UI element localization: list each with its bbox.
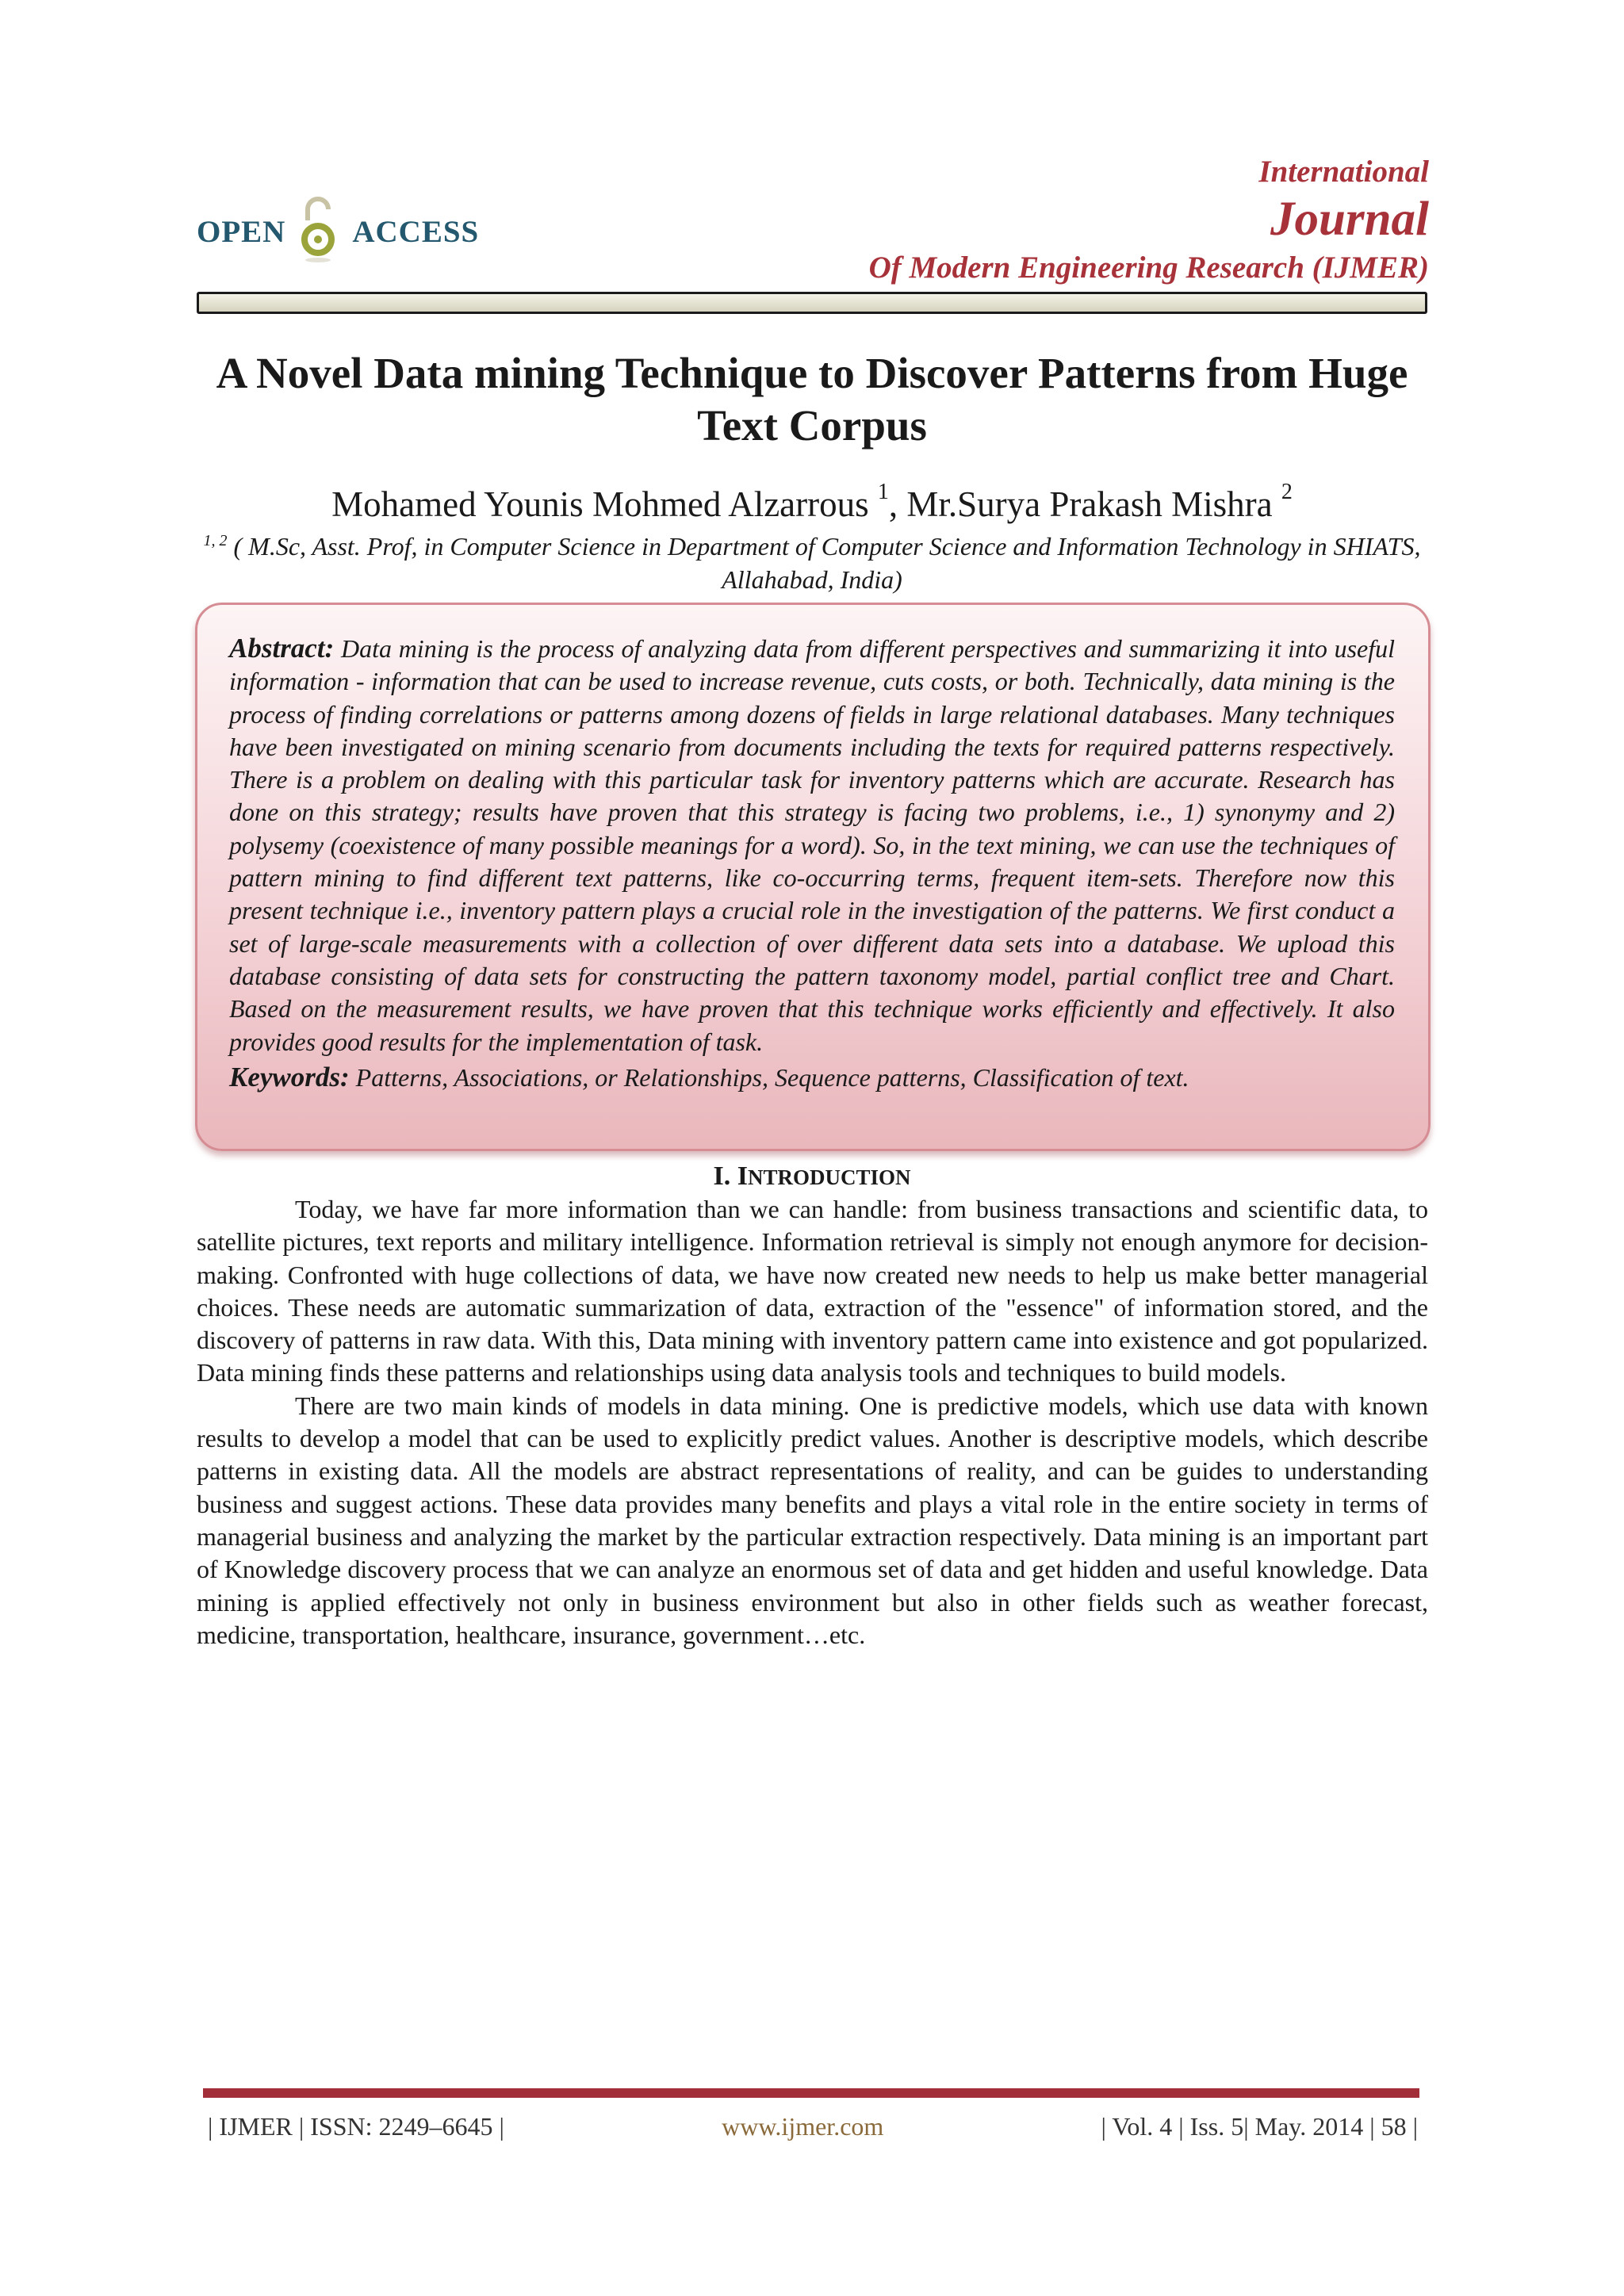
author-2-name: Mr.Surya Prakash Mishra xyxy=(906,484,1273,524)
author-affiliation xyxy=(197,530,1427,596)
author-1-name: Mohamed Younis Mohmed Alzarrous xyxy=(331,484,869,524)
abstract-box xyxy=(195,603,1431,1151)
body-paragraph: There are two main kinds of models in data mining. One is predictive models, which use data with known results to develop a model that can be used to explicitly predict values. Another is descriptive models, which describe patterns in existing data. All the models are abstract representations of reality, and can be guides to understanding business and suggest actions. These data provides many benefits and plays a vital role in the entire society in terms of managerial business and analyzing the market by the particular extraction respectively. Data mining is an important part of Knowledge discovery process that we can analyze an enormous set of data and get hidden and useful knowledge. Data mining is applied effectively not only in business environment but also in other fields such as weather forecast, medicine, transportation, healthcare, insurance, government…etc. xyxy=(197,1391,1428,1649)
abstract-label: Abstract: xyxy=(229,633,335,664)
header-divider-bar xyxy=(197,292,1427,314)
paper-title: A Novel Data mining Technique to Discover Patterns from Huge Text Corpus xyxy=(216,349,1408,450)
open-access-left-text: OPEN xyxy=(197,214,286,249)
abstract-paragraph xyxy=(229,632,1395,1058)
journal-name-line1: International xyxy=(1258,155,1429,189)
footer-issn: | IJMER | ISSN: 2249–6645 | xyxy=(208,2112,504,2141)
footer-website-link[interactable]: www.ijmer.com xyxy=(722,2112,884,2141)
journal-name-line3: Of Modern Engineering Research (IJMER) xyxy=(868,251,1429,285)
author-list xyxy=(159,482,1465,526)
author-separator: , xyxy=(888,484,907,524)
journal-name-line2: Journal xyxy=(1270,193,1429,246)
open-access-logo xyxy=(197,197,479,266)
section-title-initial: I xyxy=(737,1161,748,1191)
section-title-rest: NTRODUCTION xyxy=(747,1165,911,1189)
footer-divider-bar xyxy=(203,2088,1419,2098)
affiliation-superscript: 1, 2 xyxy=(203,532,228,549)
page-footer xyxy=(208,2110,1418,2142)
abstract-text: Data mining is the process of analyzing data from different perspectives and summarizing it into useful information - information that can be used to increase revenue, cuts costs, or both. Technically, data mining is the process of finding correlations or patterns among dozens of fields in large relational databases. Many techniques have been investigated on mining scenario from documents including the texts for required patterns respectively. There is a problem on dealing with this particular task for inventory patterns which are accurate. Research has done on this strategy; results have proven that this strategy is facing two problems, i.e., 1) synonymy and 2) polysemy (coexistence of many possible meanings for a word). So, in the text mining, we can use the techniques of pattern mining to find different text patterns, like co-occurring terms, frequent item-sets. Therefore now this present technique i.e., inventory pattern plays a crucial role in the investigation of the patterns. We first conduct a set of large-scale measurements with a collection of over different data sets into a database. We upload this database consisting of data sets for constructing the pattern taxonomy model, partial conflict tree and Chart. Based on the measurement results, we have proven that this technique works efficiently and effectively. It also provides good results for the implementation of task. xyxy=(229,634,1395,1056)
introduction-body xyxy=(197,1193,1428,1651)
journal-name xyxy=(869,152,1429,289)
section-heading-introduction xyxy=(159,1159,1465,1195)
body-paragraph: Today, we have far more information than we can handle: from business transactions and scientific data, to satellite pictures, text reports and military intelligence. Information retrieval is simply not enough anymore for decision-making. Confronted with huge collections of data, we have now created new needs to help us make better managerial choices. These needs are automatic summarization of data, extraction of the "essence" of information stored, and the discovery of patterns in raw data. With this, Data mining with inventory pattern came into existence and got popularized. Data mining finds these patterns and relationships using data analysis tools and techniques to build models. xyxy=(197,1195,1428,1387)
author-1-superscript: 1 xyxy=(877,480,889,504)
section-number: I. xyxy=(713,1161,731,1191)
open-lock-icon xyxy=(298,197,338,266)
keywords-label: Keywords: xyxy=(229,1061,350,1093)
footer-volume-info: | Vol. 4 | Iss. 5| May. 2014 | 58 | xyxy=(1101,2112,1418,2141)
keywords-paragraph xyxy=(229,1060,1395,1095)
open-access-right-text: ACCESS xyxy=(352,214,480,249)
affiliation-text: ( M.Sc, Asst. Prof, in Computer Science in Department of Computer Science and Information Technology in SHIATS, Allahabad, India) xyxy=(227,532,1421,594)
author-2-superscript: 2 xyxy=(1281,480,1293,504)
keywords-text: Patterns, Associations, or Relationships, Sequence patterns, Classification of text. xyxy=(349,1062,1189,1092)
